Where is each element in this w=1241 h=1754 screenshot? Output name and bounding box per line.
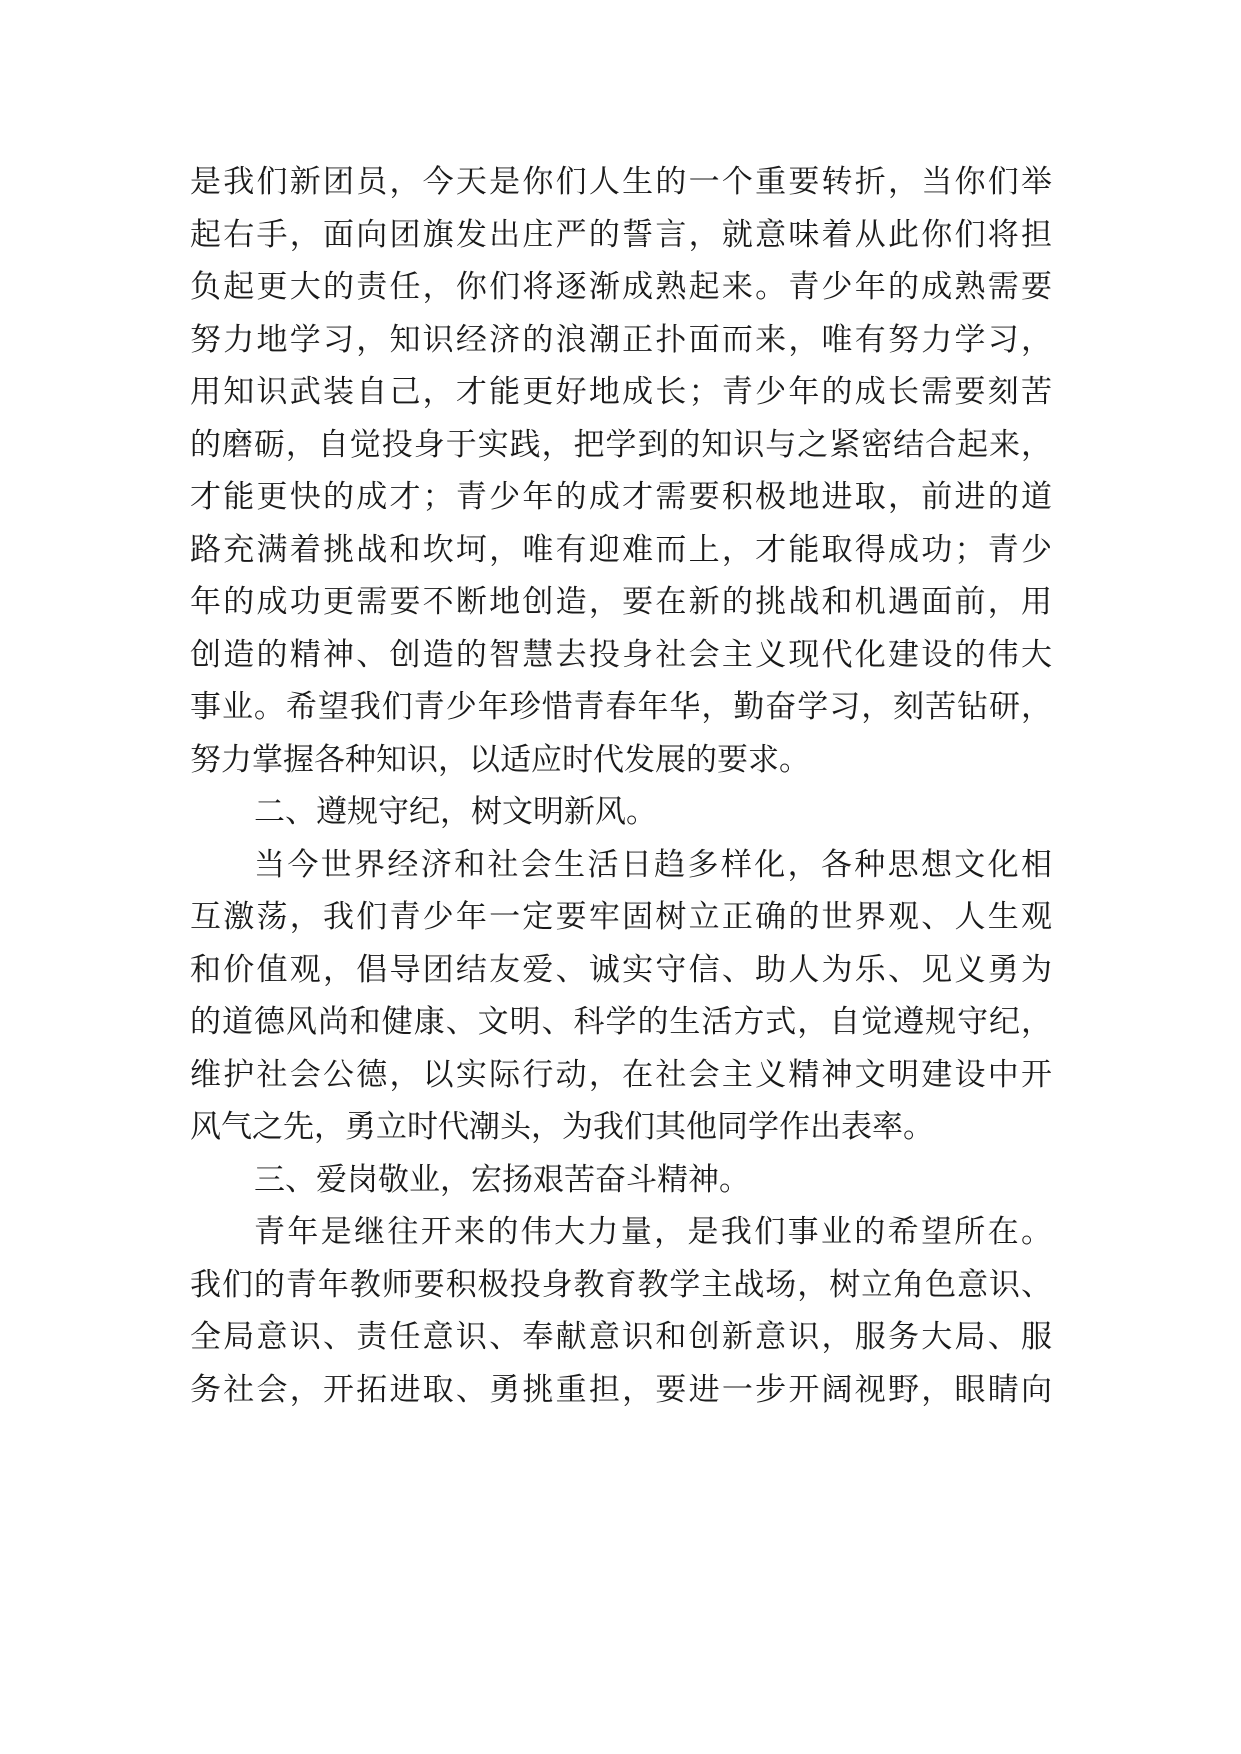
text-line: 事业。希望我们青少年珍惜青春年华，勤奋学习，刻苦钻研，	[190, 689, 1052, 725]
text-line: 务社会，开拓进取、勇挑重担，要进一步开阔视野，眼睛向	[190, 1371, 1052, 1408]
text-line: 是我们新团员，今天是你们人生的一个重要转折，当你们举	[190, 164, 1052, 200]
text-line: 风气之先，勇立时代潮头，为我们其他同学作出表率。	[190, 1109, 934, 1145]
text-line: 当今世界经济和社会生活日趋多样化，各种思想文化相	[254, 846, 1052, 883]
text-line: 才能更快的成才；青少年的成才需要积极地进取，前进的道	[190, 479, 1052, 515]
text-line: 负起更大的责任，你们将逐渐成熟起来。青少年的成熟需要	[190, 269, 1052, 305]
text-line: 用知识武装自己，才能更好地成长；青少年的成长需要刻苦	[190, 374, 1052, 410]
text-line: 维护社会公德，以实际行动，在社会主义精神文明建设中开	[190, 1056, 1052, 1093]
text-line: 起右手，面向团旗发出庄严的誓言，就意味着从此你们将担	[190, 216, 1052, 253]
text-line: 路充满着挑战和坎坷，唯有迎难而上，才能取得成功；青少	[190, 531, 1052, 568]
text-line: 和价值观，倡导团结友爱、诚实守信、助人为乐、见义勇为	[190, 951, 1052, 988]
text-line: 的道德风尚和健康、文明、科学的生活方式，自觉遵规守纪，	[190, 1004, 1052, 1040]
section-heading: 三、爱岗敬业，宏扬艰苦奋斗精神。	[254, 1161, 750, 1198]
text-line: 青年是继往开来的伟大力量，是我们事业的希望所在。	[254, 1214, 1052, 1250]
text-line: 全局意识、责任意识、奉献意识和创新意识，服务大局、服	[190, 1319, 1052, 1355]
section-heading: 二、遵规守纪，树文明新风。	[254, 794, 657, 830]
text-line: 努力地学习，知识经济的浪潮正扑面而来，唯有努力学习，	[190, 321, 1052, 358]
text-line: 努力掌握各种知识，以适应时代发展的要求。	[190, 741, 810, 778]
text-line: 创造的精神、创造的智慧去投身社会主义现代化建设的伟大	[190, 636, 1052, 673]
text-line: 的磨砺，自觉投身于实践，把学到的知识与之紧密结合起来，	[190, 426, 1052, 463]
body-text	[190, 156, 1052, 1416]
text-line: 互激荡，我们青少年一定要牢固树立正确的世界观、人生观	[190, 899, 1052, 935]
text-line: 年的成功更需要不断地创造，要在新的挑战和机遇面前，用	[190, 584, 1052, 620]
text-line: 我们的青年教师要积极投身教育教学主战场，树立角色意识、	[190, 1266, 1052, 1303]
